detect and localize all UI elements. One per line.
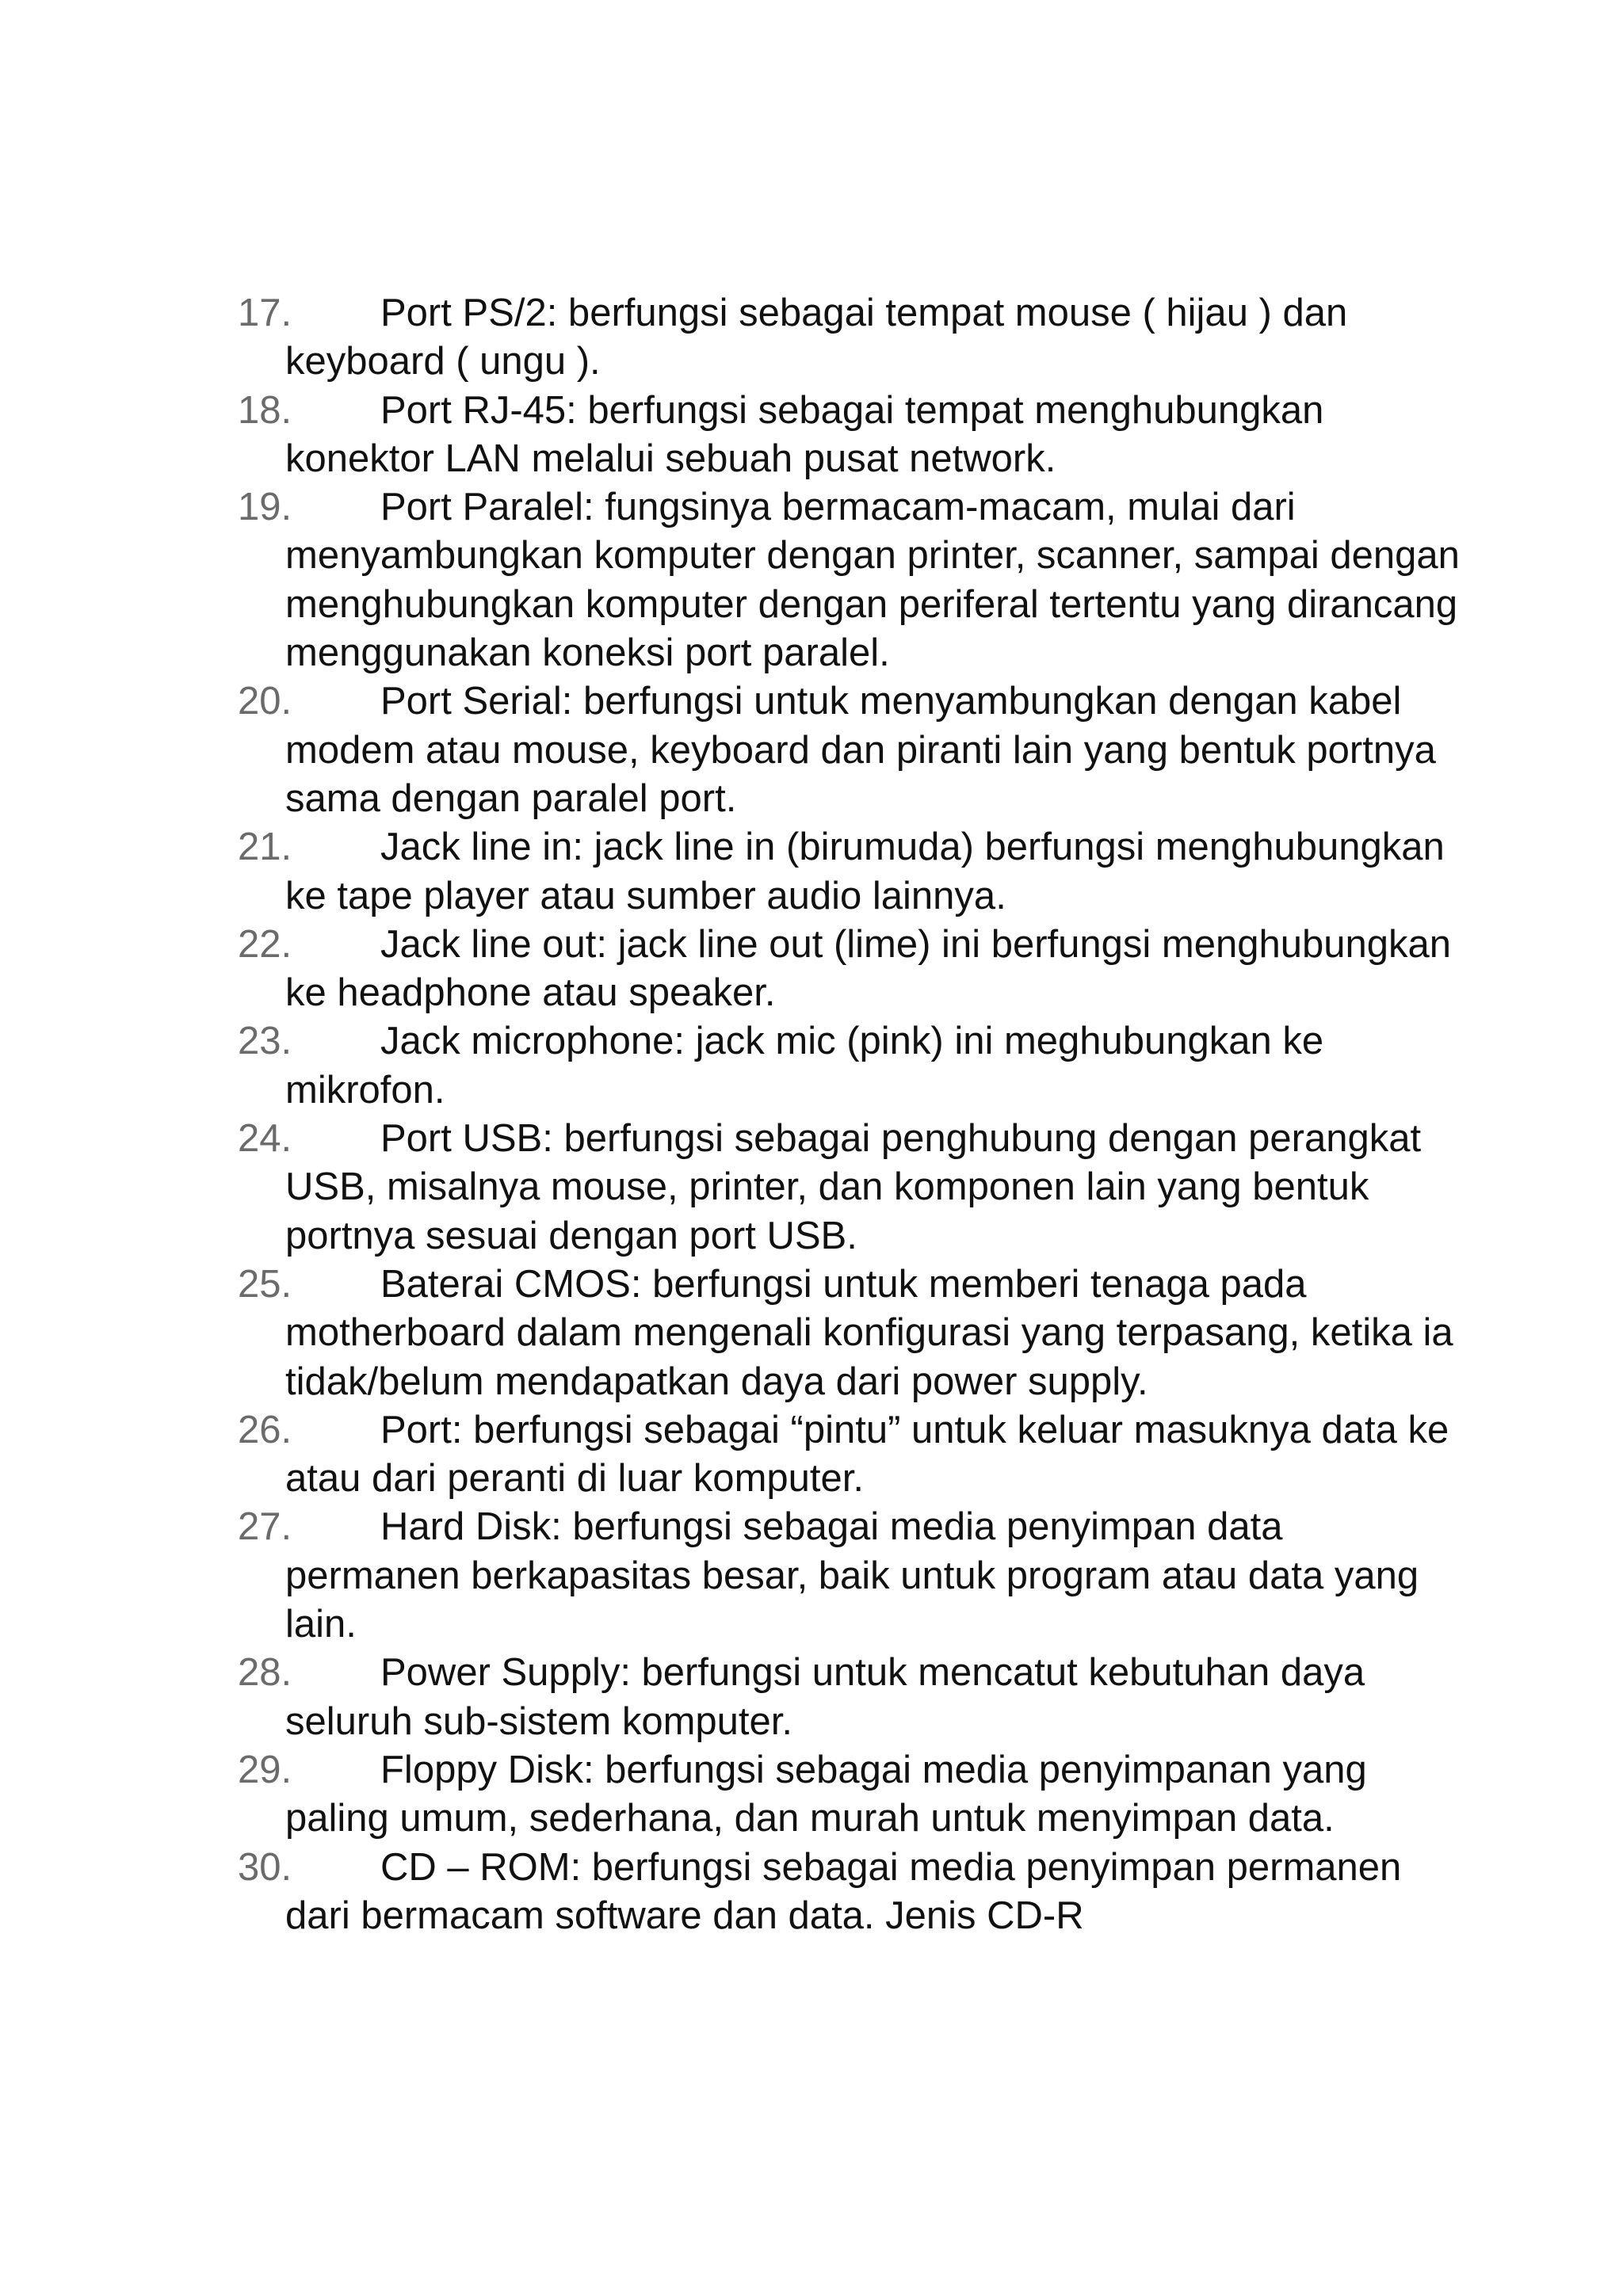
item-text: Port PS/2: berfungsi sebagai tempat mouse ( hijau ) dan keyboard ( ungu ). [285,292,1348,383]
item-text: Floppy Disk: berfungsi sebagai media penyimpanan yang paling umum, sederhana, dan murah untuk menyimpan data. [285,1748,1367,1840]
item-text: Jack microphone: jack mic (pink) ini meghubungkan ke mikrofon. [285,1020,1324,1112]
item-text: CD – ROM: berfungsi sebagai media penyimpan permanen dari bermacam software dan data. Jenis CD-R [285,1845,1402,1937]
list-item [238,1115,1466,1261]
list-item [238,387,1466,484]
list-item [238,921,1466,1018]
item-number: 27. [238,1505,292,1549]
list-item [238,483,1466,677]
list-item [238,1406,1466,1504]
item-number: 29. [238,1748,292,1791]
item-text: Port Serial: berfungsi untuk menyambungkan dengan kabel modem atau mouse, keyboard dan piranti lain yang bentuk portnya sama dengan paralel port. [285,680,1436,820]
item-text: Port Paralel: fungsinya bermacam-macam, mulai dari menyambungkan komputer dengan printer, scanner, sampai dengan menghubungkan komputer dengan periferal tertentu yang dirancang menggunakan koneksi port paralel. [285,486,1460,675]
item-number: 20. [238,680,292,723]
list-item [238,1844,1466,1941]
list-item [238,1017,1466,1115]
list-item [238,823,1466,921]
item-text: Baterai CMOS: berfungsi untuk memberi tenaga pada motherboard dalam mengenali konfigurasi yang terpasang, ketika ia tidak/belum mendapatkan daya dari power supply. [285,1262,1453,1403]
item-text: Power Supply: berfungsi untuk mencatut kebutuhan daya seluruh sub-sistem komputer. [285,1651,1365,1743]
item-text: Hard Disk: berfungsi sebagai media penyimpan data permanen berkapasitas besar, baik untuk program atau data yang lain. [285,1505,1419,1646]
item-number: 19. [238,486,292,529]
item-text: Jack line out: jack line out (lime) ini berfungsi menghubungkan ke headphone atau speaker. [285,922,1451,1015]
list-item [238,677,1466,823]
list-item [238,1649,1466,1746]
item-number: 18. [238,388,292,432]
list-item [238,1746,1466,1844]
item-number: 26. [238,1408,292,1451]
item-number: 23. [238,1020,292,1063]
item-number: 17. [238,292,292,334]
item-text: Port: berfungsi sebagai “pintu” untuk keluar masuknya data ke atau dari peranti di luar komputer. [285,1408,1449,1501]
item-number: 30. [238,1845,292,1889]
item-number: 25. [238,1262,292,1306]
list-item [238,1261,1466,1406]
item-number: 21. [238,826,292,869]
item-text: Port RJ-45: berfungsi sebagai tempat menghubungkan konektor LAN melalui sebuah pusat network. [285,388,1324,480]
list-item [238,289,1466,387]
item-text: Jack line in: jack line in (birumuda) berfungsi menghubungkan ke tape player atau sumber audio lainnya. [285,826,1445,917]
item-text: Port USB: berfungsi sebagai penghubung dengan perangkat USB, misalnya mouse, printer, dan komponen lain yang bentuk portnya sesuai dengan port USB. [285,1117,1422,1257]
numbered-list [238,289,1466,1940]
list-item [238,1503,1466,1649]
item-number: 22. [238,922,292,966]
item-number: 28. [238,1651,292,1695]
item-number: 24. [238,1117,292,1161]
